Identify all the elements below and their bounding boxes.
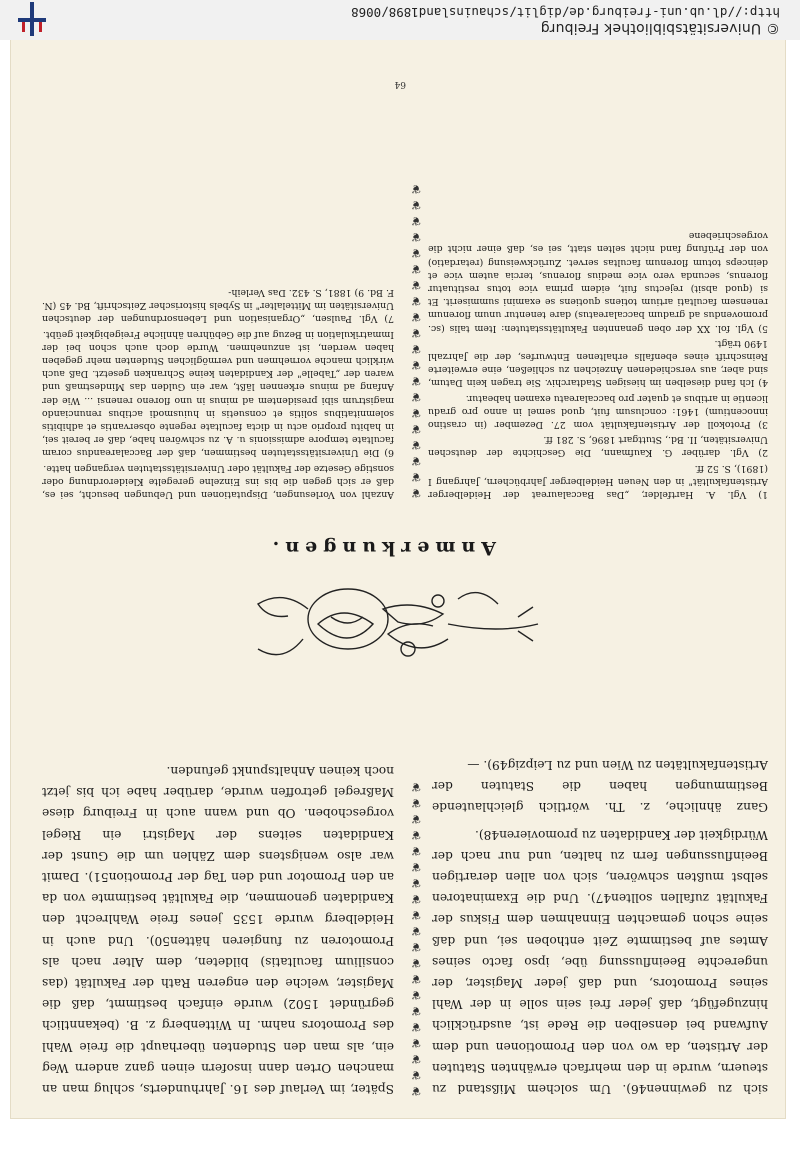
- footnotes-right: [42, 284, 394, 501]
- footnote: 3) Protokoll der Artistenfakultät vom 27. Dezember (in crastino innocentium) 1461: conclusum fuit, quod semel in anno pro gradu licentie in artibus et quater pro baccalareatu examen habeatur.: [428, 392, 768, 430]
- left-column: [432, 748, 768, 1099]
- permalink[interactable]: http://dl.ub.uni-freiburg.de/diglit/schauinsland1898/0068: [351, 5, 780, 20]
- book-page: [10, 9, 786, 1119]
- footnote: 6) Die Universitätsstatuten bestimmen, daß der Baccalareandus coram facultate tempore admissionis u. A. zu schwören habe, daß er bereit sei, in habitu proprio actu in dicta facultate regente observantis et adhibitis solemnitatibus solitis et consuetis in huiusmodi actibus renunciando magistrum sibi presidentem ad minus in uno floreno renensi ... Wie der Anfang ad minus erkennen läßt, war ein Gulden das Mindestmaß und waren der „Tabelle" der Kandidaten keine Schranken gesetzt. Daß auch wirklich manche vornehmen und vermöglichen Studenten mehr gegeben haben werden, ist anzunehmen. Wurde doch auch schon bei der Immatrikulation in Bezug auf die Gebühren ähnliche Freigebigkeit geübt.: [42, 328, 394, 459]
- vignette-ornament: [248, 569, 558, 679]
- university-logo-icon: [14, 2, 50, 36]
- ornamental-divider: ❦ ❦ ❦ ❦ ❦ ❦ ❦ ❦ ❦ ❦ ❦ ❦ ❦ ❦ ❦ ❦ ❦ ❦ ❦ ❦: [410, 780, 422, 1098]
- viewer-footer: [0, 0, 800, 40]
- footnote: 1) Vgl. A. Hartfelder, „Das Baccalaureat der Heidelberger Artistenfakultät" in den Neuen Heidelberger Jahrbüchern, Jahrgang I (1891), S. 52 ff.: [428, 462, 768, 500]
- paragraph: Später, im Verlauf des 16. Jahrhunderts, schlug man an manchen Orten dann insofern einen ganz andern Weg ein, als man den Studenten überhaupt die freie Wahl des Promotors nahm. In Wittenberg z. B. (bekanntlich gegründet 1502) wurde einfach bestimmt, daß die Magister, welche den engeren Rath der Fakultät (das consilium facultatis) bildeten, dem Alter nach als Promotoren zu fungieren hätten50). Und auch in Heidelberg wurde 1535 jenes freie Wahlrecht den Kandidaten genommen, die Fakultät bestimmte von da an den Promotor und den Tag der Promotion51). Damit war also wenigstens dem Zählen um die Gunst der Kandidaten seitens der Magistri ein Riegel vorgeschoben. Ob und wann auch in Freiburg diese Maßregel getroffen wurde, darüber habe ich bis jetzt noch keinen Anhaltspunkt gefunden.: [42, 763, 394, 1096]
- paragraph: Ganz ähnliche, z. Th. wörtlich gleichlautende Bestimmungen haben die Statuten der Artistenfakultäten zu Wien und zu Leipzig49). —: [432, 757, 768, 815]
- footnote: 2) Vgl. darüber G. Kaufmann, Die Geschichte der deutschen Universitäten, II. Bd., Stuttgart 1896, S. 281 ff.: [428, 434, 768, 459]
- right-column: [42, 754, 394, 1099]
- ornamental-divider: ❦ ❦ ❦ ❦ ❦ ❦ ❦ ❦ ❦ ❦ ❦ ❦ ❦ ❦ ❦ ❦ ❦ ❦ ❦ ❦: [410, 182, 422, 500]
- footnote: Anzahl von Vorlesungen, Disputationen und Uebungen besucht, sei es, daß er sich gegen die bis ins Einzelne geregelte Kleiderordnung oder sonstige Gesetze der Fakultät oder Universitätsstatuten vergangen hatte.: [42, 462, 394, 500]
- page-number: 64: [394, 79, 406, 89]
- footnote: 5) Vgl. fol. XX der oben genannten Fakultätsstatuten: Item talis (sc. promovendus ad gradum baccalareatus) dare tenentur unum florenum renensem facultati artium totiens quotiens se examini summiserit. Et si (quod absit) rejectus fuit, eidem prima vice totus restituatur florenus, secunda vero vice medius florenus, tercia autem vice et deinceps totum florenum facultas servet. Zurückweisung (retardatio) von der Prüfung fand nicht selten statt, sei es, daß einer nicht die vorgeschriebene: [428, 230, 768, 334]
- paragraph: sich zu gewinnen46). Um solchem Mißstand zu steuern, wurde in den mehrfach erwähnten Statuten der Artisten, da wo von den Promotionen und dem Aufwand bei denselben die Rede ist, ausdrücklich hinzugefügt, daß jeder frei sein solle in der Wahl seines Promotors, und daß jeder Magister, der ungerechte Beeinflussung übe, ipso facto seines Amtes auf bestimmte Zeit enthoben sei, und daß seine schon gemachten Einnahmen dem Fiskus der Fakultät zufallen sollten47). Und die Examinatoren selbst mußten schwören, sich von allen derartigen Beeinflussungen fern zu halten, und nur nach der Würdigkeit der Kandidaten zu promovieren48).: [432, 827, 768, 1096]
- section-heading: Anmerkungen.: [266, 537, 496, 559]
- footnote: 4) Ich fand dieselben im hiesigen Stadtarchiv. Sie tragen kein Datum, sind aber, aus verschiedenen Anzeichen zu schließen, eine erweiterte Reinschrift eines ebenfalls erhaltenen Entwurfes, der die Jahrzahl 1490 trägt.: [428, 337, 768, 389]
- footnote: 7) Vgl. Paulsen, „Organisation und Lebensordnungen der deutschen Universitäten im Mittelalter" in Sybels historischer Zeitschrift, Bd. 45 (N. F. Bd. 9) 1881, S. 432. Das Verleih-: [42, 286, 394, 325]
- footnotes-left: [428, 227, 768, 501]
- copyright-credit: © Universitätsbibliothek Freiburg: [540, 20, 780, 36]
